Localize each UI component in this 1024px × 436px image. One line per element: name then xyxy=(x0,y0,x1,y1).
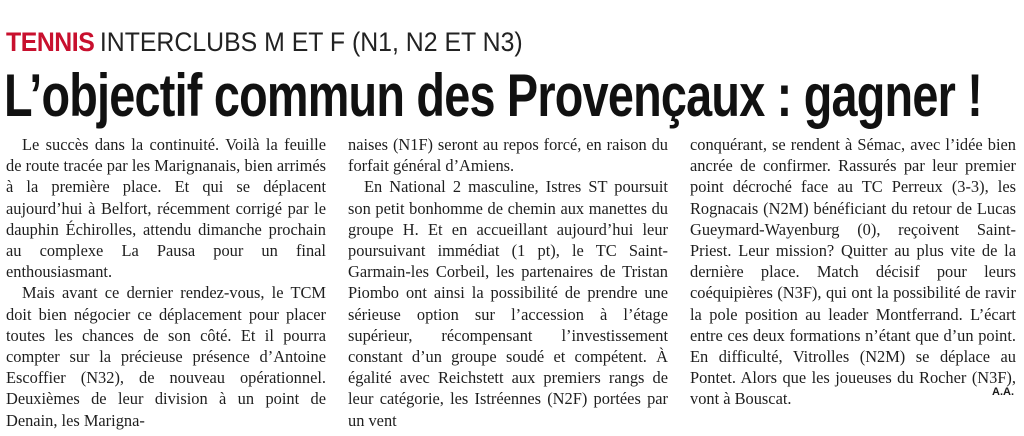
section-label: TENNIS xyxy=(6,27,95,57)
article-column-1 xyxy=(6,134,326,431)
paragraph: Mais avant ce dernier rendez-vous, le TCM doit bien négocier ce déplacement pour placer toutes les chances de son côté. Et il pourra compter sur la précieuse présence d’Antoine Escoffier (N32), de nouveau opérationnel. Deuxièmes de leur division à un point de Denain, les Marigna- xyxy=(6,283,326,430)
article-column-2 xyxy=(348,134,668,431)
paragraph: naises (N1F) seront au repos forcé, en raison du forfait général d’Amiens. xyxy=(348,135,668,176)
paragraph: Le succès dans la continuité. Voilà la feuille de route tracée par les Marignanais, bien arrimés à la première place. Et qui se déplacent aujourd’hui à Belfort, récemment corrigé par le dauphin Échirolles, attendu dimanche prochain au complexe La Pausa pour un final enthousiasmant. xyxy=(6,135,326,282)
article-subtitle: INTERCLUBS M ET F (N1, N2 ET N3) xyxy=(99,27,523,57)
article-kicker xyxy=(6,26,523,58)
author-signature: A.A. xyxy=(992,386,1014,398)
article-column-3 xyxy=(690,134,1016,410)
article-headline: L’objectif commun des Provençaux : gagner ! xyxy=(4,62,983,129)
paragraph: conquérant, se rendent à Sémac, avec l’idée bien ancrée de confirmer. Rassurés par leur premier point décroché face au TC Perreux (3-3), les Rognacais (N2M) bénéficiant du retour de Lucas Gueymard-Wayenburg (0), reçoivent Saint-Priest. Leur mission? Quitter au plus vite de la dernière place. Match décisif pour leurs coéquipières (N3F), qui ont la possibilité de ravir la pole position au leader Montferrand. L’écart entre ces deux formations n’étant que d’un point. En difficulté, Vitrolles (N2M) se déplace au Pontet. Alors que les joueuses du Rocher (N3F), vont à Bouscat. xyxy=(690,135,1016,409)
paragraph: En National 2 masculine, Istres ST poursuit son petit bonhomme de chemin aux manettes du groupe H. Et en accueillant aujourd’hui leur poursuivant immédiat (1 pt), le TC Saint-Garmain-les Corbeil, les partenaires de Tristan Piombo ont ainsi la possibilité de prendre une sérieuse option sur l’accession à l’étage supérieur, récompensant l’investissement constant d’un groupe soudé et compétent. À égalité avec Reichstett aux premiers rangs de leur catégorie, les Istréennes (N2F) portées par un vent xyxy=(348,177,668,430)
